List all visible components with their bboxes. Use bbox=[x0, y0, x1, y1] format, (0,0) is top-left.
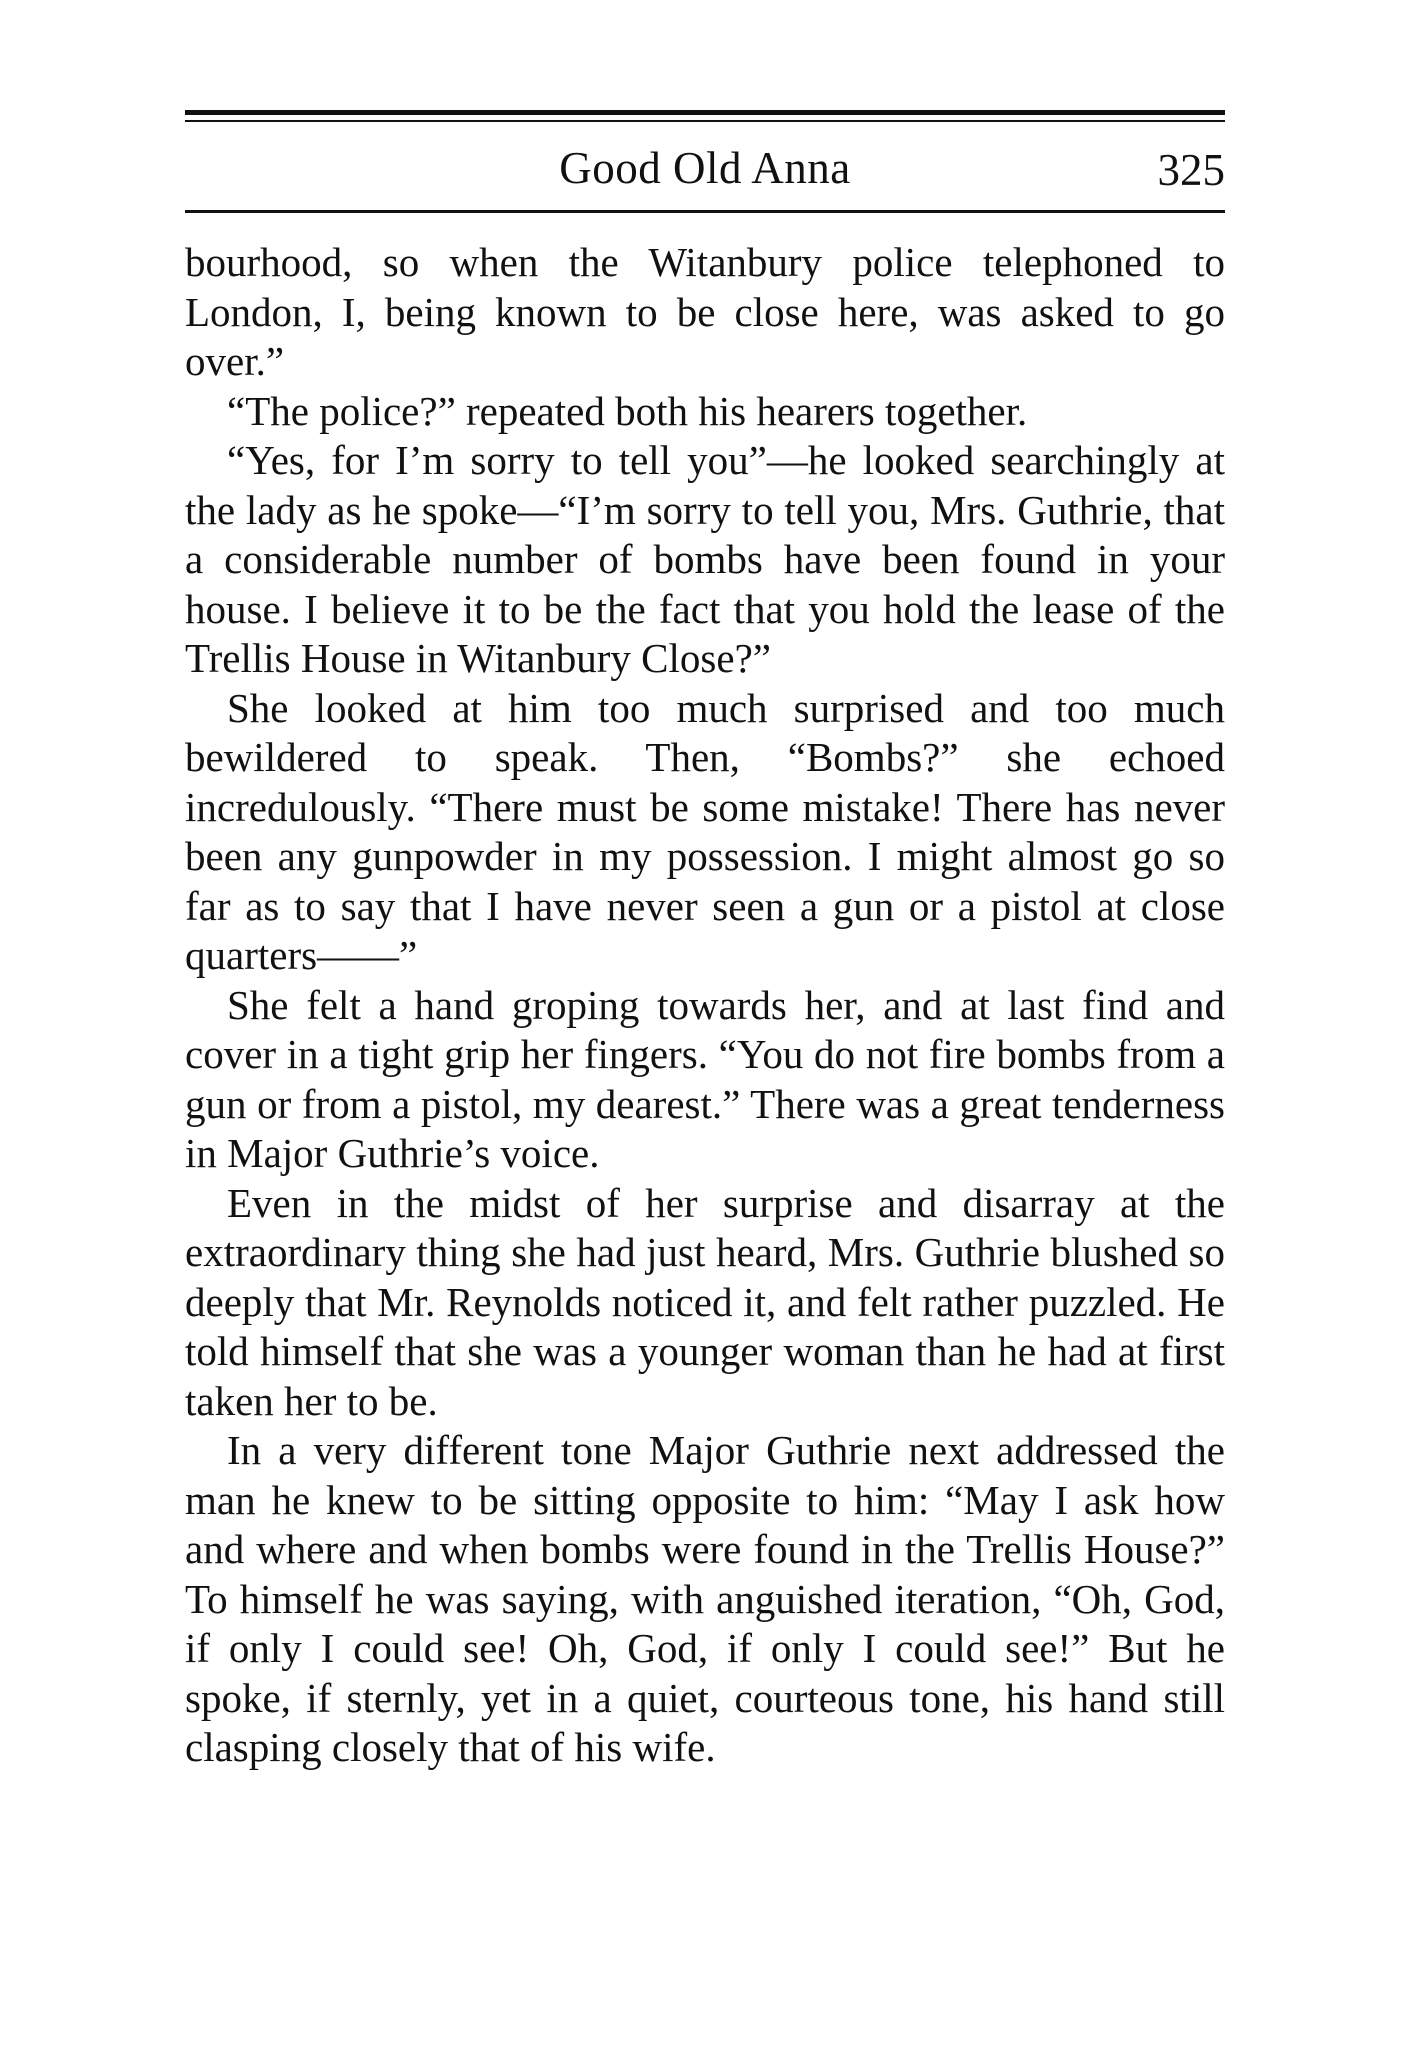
paragraph-4: She looked at him too much surprised and too much bewildered to speak. Then, “Bombs?” she echoed incredulously. “There must be some mistake! There has never been any gunpowder in my possession. I might almost go so far as to say that I have never seen a gun or a pistol at close quarters——” bbox=[185, 684, 1225, 978]
header-bottom-rule bbox=[185, 210, 1225, 213]
running-head bbox=[185, 138, 1225, 198]
paragraph-2: “The police?” repeated both his hearers together. bbox=[227, 387, 1028, 434]
paragraph-5: She felt a hand groping towards her, and at last find and cover in a tight grip her fingers. “You do not fire bombs from a gun or from a pistol, my dearest.” There was a great tenderness in Major Guthrie’s voice. bbox=[185, 981, 1225, 1176]
header-double-rule-thick bbox=[185, 110, 1225, 115]
header-double-rule-thin bbox=[185, 120, 1225, 122]
paragraph-3: “Yes, for I’m sorry to tell you”—he looked searchingly at the lady as he spoke—“I’m sorry to tell you, Mrs. Guthrie, that a considerable number of bombs have been found in your house. I believe it to be the fact that you hold the lease of the Trellis House in Witanbury Close?” bbox=[185, 437, 1225, 681]
running-title: Good Old Anna bbox=[559, 143, 851, 193]
paragraph-6: Even in the midst of her surprise and disarray at the extraordinary thing she had just heard, Mrs. Guthrie blushed so deeply that Mr. Reynolds noticed it, and felt rather puzzled. He told himself that she was a younger woman than he had at first taken her to be. bbox=[185, 1179, 1225, 1424]
page-number: 325 bbox=[1157, 145, 1225, 195]
paragraph-7: In a very different tone Major Guthrie next addressed the man he knew to be sitting opposite to him: “May I ask how and where and when bombs were found in the Trellis House?” To himself he was saying, with anguished iteration, “Oh, God, if only I could see! Oh, God, if only I could see!” But he spoke, if sternly, yet in a quiet, courteous tone, his hand still clasping closely that of his wife. bbox=[185, 1427, 1225, 1770]
paragraph-1: bourhood, so when the Witanbury police telephoned to London, I, being known to be close here, was asked to go over.” bbox=[185, 239, 1225, 384]
body-text bbox=[185, 238, 1225, 1773]
